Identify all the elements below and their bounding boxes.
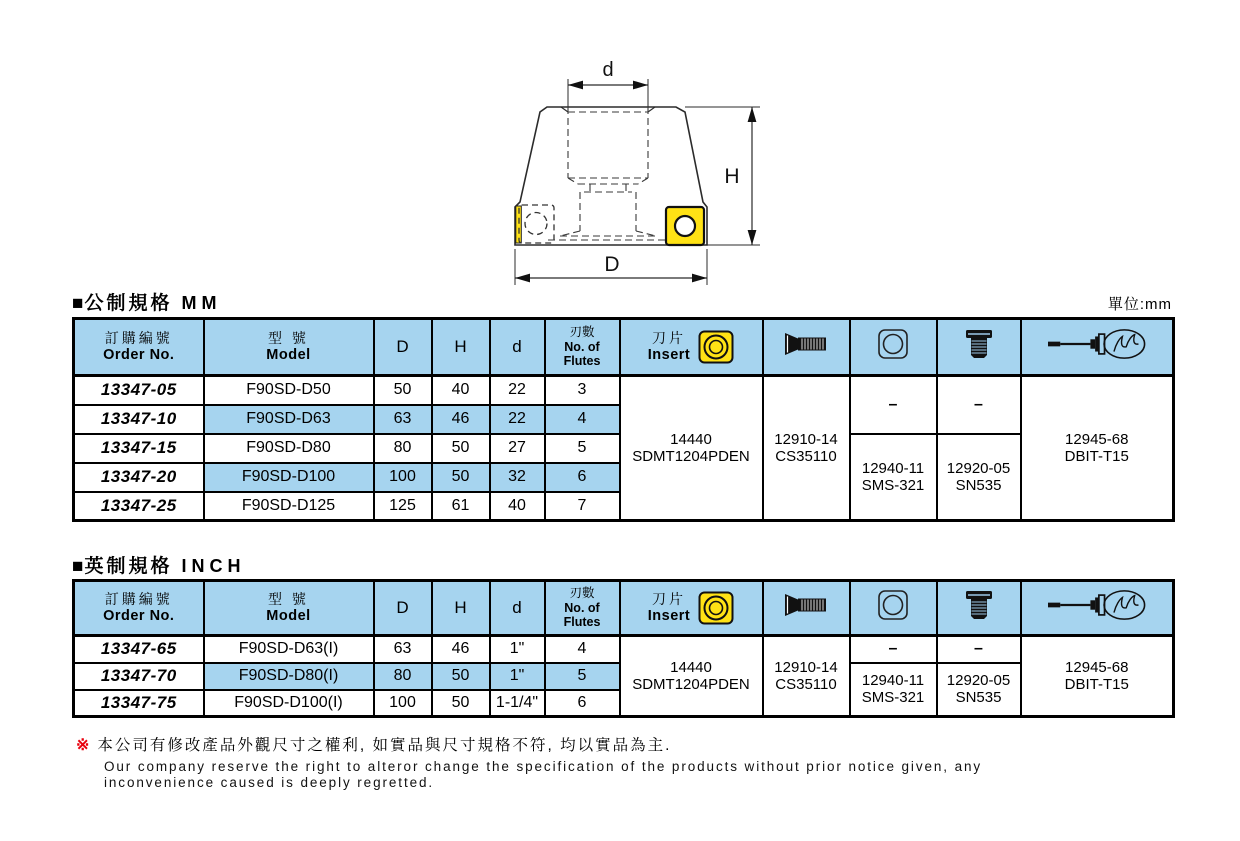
col-header-D: D: [374, 581, 432, 636]
d-cell: 40: [490, 492, 545, 521]
order-no-cell: 13347-70: [74, 663, 204, 690]
model-cell: F90SD-D100: [204, 463, 374, 492]
col-header-order: 訂購編號 Order No.: [74, 581, 204, 636]
order-no-cell: 13347-75: [74, 690, 204, 717]
D-cell: 63: [374, 636, 432, 663]
flutes-cell: 5: [545, 663, 620, 690]
shim-dash-cell: –: [850, 376, 937, 434]
table-row: [74, 376, 1174, 405]
D-cell: 100: [374, 463, 432, 492]
order-no-cell: 13347-65: [74, 636, 204, 663]
col-header-driver: [1021, 581, 1174, 636]
model-cell: F90SD-D50: [204, 376, 374, 405]
col-header-shim: [850, 319, 937, 376]
inch-section-title: ■英制規格 INCH: [72, 556, 246, 577]
model-cell: F90SD-D63: [204, 405, 374, 434]
inch-spec-table: [72, 579, 1175, 718]
H-cell: 50: [432, 690, 490, 717]
D-cell: 125: [374, 492, 432, 521]
clamp-screw-part-cell: 12910-14 CS35110: [763, 376, 850, 521]
col-header-H: H: [432, 581, 490, 636]
lock-screw-dash-cell: –: [937, 376, 1021, 434]
lock-screw-dash-cell: –: [937, 636, 1021, 663]
col-header-clamp-screw: [763, 319, 850, 376]
footnote: [76, 733, 982, 790]
shim-icon: [877, 589, 909, 621]
metric-caption-row: [72, 288, 1172, 315]
H-cell: 50: [432, 463, 490, 492]
order-no-cell: 13347-05: [74, 376, 204, 405]
countersunk-screw-icon: [783, 592, 829, 618]
col-header-lock-screw: [937, 581, 1021, 636]
col-header-model: 型 號 Model: [204, 581, 374, 636]
model-cell: F90SD-D125: [204, 492, 374, 521]
d-cell: 22: [490, 405, 545, 434]
metric-spec-table: [72, 317, 1175, 522]
model-cell: F90SD-D63(I): [204, 636, 374, 663]
torx-driver-icon: [1048, 587, 1146, 623]
square-insert-icon: [698, 330, 734, 364]
cutter-technical-drawing: [460, 45, 790, 295]
lock-screw-icon: [964, 327, 994, 361]
dim-label-D: D: [604, 253, 620, 276]
flutes-cell: 6: [545, 463, 620, 492]
note-en-line2: inconvenience caused is deeply regretted.: [104, 775, 435, 790]
table-row: [74, 636, 1174, 663]
lock-screw-icon: [964, 588, 994, 622]
col-header-order: 訂購編號 Order No.: [74, 319, 204, 376]
col-header-insert: 刀片 Insert: [620, 319, 763, 376]
shim-part-cell: 12940-11 SMS-321: [850, 434, 937, 521]
D-cell: 100: [374, 690, 432, 717]
order-no-cell: 13347-15: [74, 434, 204, 463]
shim-icon: [877, 328, 909, 360]
H-cell: 61: [432, 492, 490, 521]
order-no-cell: 13347-25: [74, 492, 204, 521]
D-cell: 80: [374, 434, 432, 463]
shim-part-cell: 12940-11 SMS-321: [850, 663, 937, 717]
d-cell: 1-1/4": [490, 690, 545, 717]
clamp-screw-part-cell: 12910-14 CS35110: [763, 636, 850, 717]
flutes-cell: 4: [545, 636, 620, 663]
lock-screw-part-cell: 12920-05 SN535: [937, 434, 1021, 521]
square-insert-icon: [698, 591, 734, 625]
flutes-cell: 6: [545, 690, 620, 717]
D-cell: 63: [374, 405, 432, 434]
col-header-model: 型 號 Model: [204, 319, 374, 376]
torx-driver-icon: [1048, 326, 1146, 362]
dim-label-H: H: [724, 165, 740, 188]
order-no-cell: 13347-20: [74, 463, 204, 492]
col-header-insert: 刀片 Insert: [620, 581, 763, 636]
H-cell: 40: [432, 376, 490, 405]
col-header-flutes: 刃數 No. of Flutes: [545, 581, 620, 636]
flutes-cell: 4: [545, 405, 620, 434]
col-header-D: D: [374, 319, 432, 376]
insert-part-cell: 14440 SDMT1204PDEN: [620, 376, 763, 521]
H-cell: 50: [432, 434, 490, 463]
d-cell: 1": [490, 636, 545, 663]
model-cell: F90SD-D80(I): [204, 663, 374, 690]
d-cell: 22: [490, 376, 545, 405]
title-square-mark: ■: [72, 293, 84, 314]
flutes-cell: 7: [545, 492, 620, 521]
note-reference-mark: ※: [76, 737, 90, 754]
note-cjk-text: 本公司有修改產品外觀尺寸之權利, 如實品與尺寸規格不符, 均以實品為主.: [97, 737, 672, 754]
col-header-driver: [1021, 319, 1174, 376]
D-cell: 50: [374, 376, 432, 405]
H-cell: 46: [432, 405, 490, 434]
insert-part-cell: 14440 SDMT1204PDEN: [620, 636, 763, 717]
driver-part-cell: 12945-68 DBIT-T15: [1021, 376, 1174, 521]
col-header-clamp-screw: [763, 581, 850, 636]
unit-label: 單位:mm: [1107, 296, 1172, 313]
d-cell: 27: [490, 434, 545, 463]
flutes-cell: 3: [545, 376, 620, 405]
countersunk-screw-icon: [783, 331, 829, 357]
col-header-lock-screw: [937, 319, 1021, 376]
d-cell: 32: [490, 463, 545, 492]
d-cell: 1": [490, 663, 545, 690]
col-header-d: d: [490, 581, 545, 636]
driver-part-cell: 12945-68 DBIT-T15: [1021, 636, 1174, 717]
H-cell: 46: [432, 636, 490, 663]
col-header-shim: [850, 581, 937, 636]
model-cell: F90SD-D100(I): [204, 690, 374, 717]
col-header-H: H: [432, 319, 490, 376]
shim-dash-cell: –: [850, 636, 937, 663]
note-en-line1: Our company reserve the right to alteror change the specification of the products without prior notice given, any: [104, 759, 983, 774]
lock-screw-part-cell: 12920-05 SN535: [937, 663, 1021, 717]
D-cell: 80: [374, 663, 432, 690]
dim-label-d: d: [602, 59, 614, 81]
model-cell: F90SD-D80: [204, 434, 374, 463]
H-cell: 50: [432, 663, 490, 690]
col-header-flutes: 刃數 No. of Flutes: [545, 319, 620, 376]
col-header-d: d: [490, 319, 545, 376]
inch-caption-row: [72, 551, 1172, 578]
title-square-mark: ■: [72, 556, 84, 577]
order-no-cell: 13347-10: [74, 405, 204, 434]
flutes-cell: 5: [545, 434, 620, 463]
metric-section-title: ■公制規格 MM: [72, 293, 222, 314]
technical-drawing: [460, 45, 790, 300]
